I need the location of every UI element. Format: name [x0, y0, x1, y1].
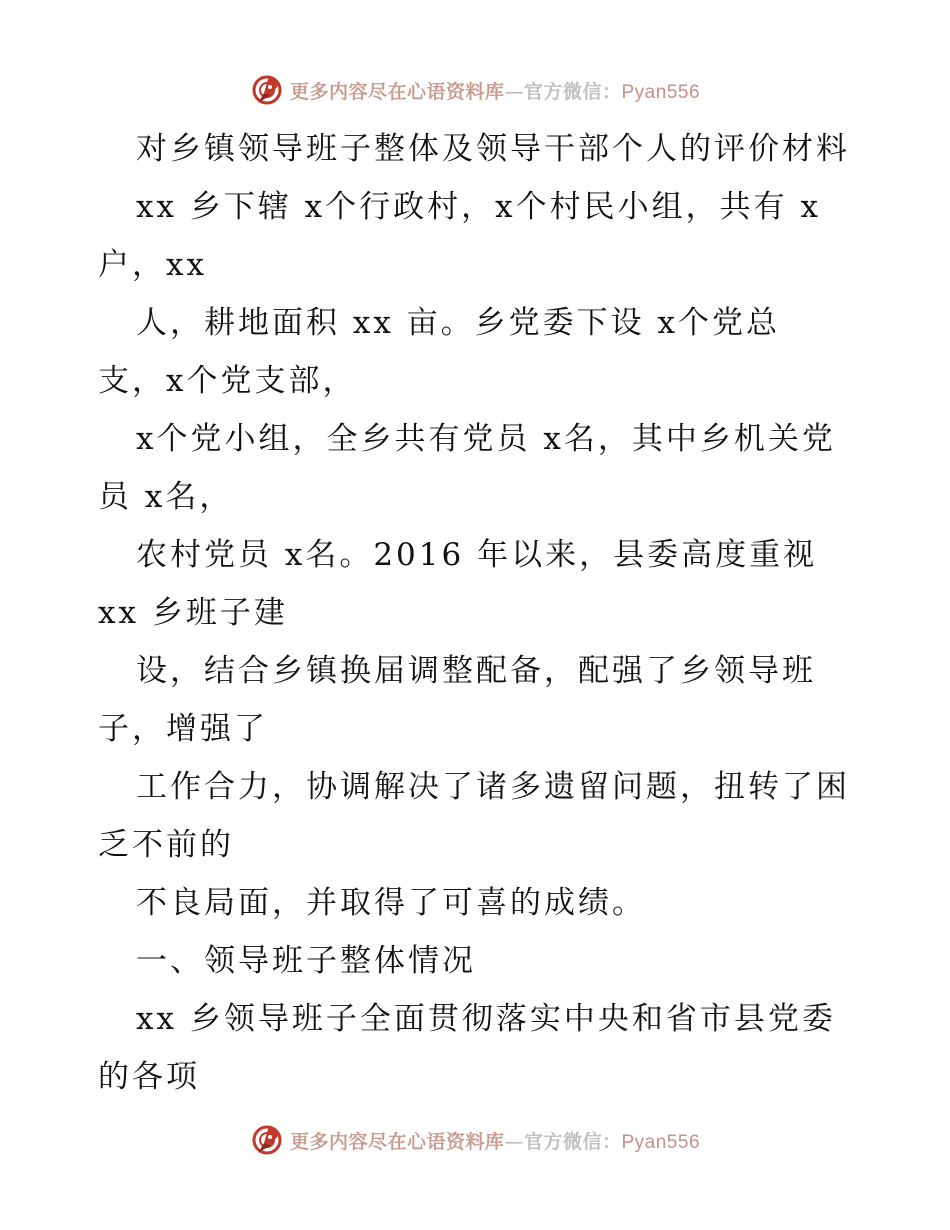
text-line: 工作合力，协调解决了诸多遗留问题，扭转了困: [136, 769, 850, 805]
text-line: xx 乡下辖 x个行政村，x个村民小组，共有 x: [136, 189, 821, 225]
separator-dash: —: [504, 80, 524, 103]
text-line: 支，x个党支部，: [98, 363, 357, 399]
promo-text: 更多内容尽在心语资料库: [289, 1130, 505, 1153]
wechat-id: Pyan556: [621, 81, 701, 103]
watermark-text: [290, 1127, 700, 1154]
text-line: 对乡镇领导班子整体及领导干部个人的评价材料: [136, 131, 850, 167]
text-line: 农村党员 x名。2016 年以来，县委高度重视: [136, 537, 818, 573]
text-line: 子，增强了: [98, 711, 268, 747]
text-line: 设，结合乡镇换届调整配备，配强了乡领导班: [136, 653, 816, 689]
text-line: xx 乡班子建: [98, 595, 288, 631]
wechat-id: Pyan556: [621, 1131, 701, 1153]
text-line: x个党小组，全乡共有党员 x名，其中乡机关党: [136, 421, 836, 457]
document-body: [98, 120, 858, 1106]
text-line: 一、领导班子整体情况: [136, 943, 476, 979]
pen-nib-seal-icon: [250, 1123, 284, 1157]
separator-dash: —: [504, 1130, 524, 1153]
text-line: 不良局面，并取得了可喜的成绩。: [136, 885, 646, 921]
text-line: 人，耕地面积 xx 亩。乡党委下设 x个党总: [136, 305, 781, 341]
wechat-label: 官方微信：: [523, 1130, 622, 1153]
text-line: 乏不前的: [98, 827, 234, 863]
text-line: 员 x名，: [98, 479, 234, 515]
text-line: 的各项: [98, 1059, 200, 1095]
wechat-label: 官方微信：: [523, 80, 622, 103]
text-line: 户，xx: [98, 247, 207, 283]
pen-nib-seal-icon: [250, 73, 284, 107]
text-line: xx 乡领导班子全面贯彻落实中央和省市县党委: [136, 1001, 836, 1037]
promo-text: 更多内容尽在心语资料库: [289, 80, 505, 103]
watermark-text: [290, 77, 700, 104]
footer-watermark-banner: [0, 1120, 950, 1160]
header-watermark-banner: [0, 70, 950, 110]
